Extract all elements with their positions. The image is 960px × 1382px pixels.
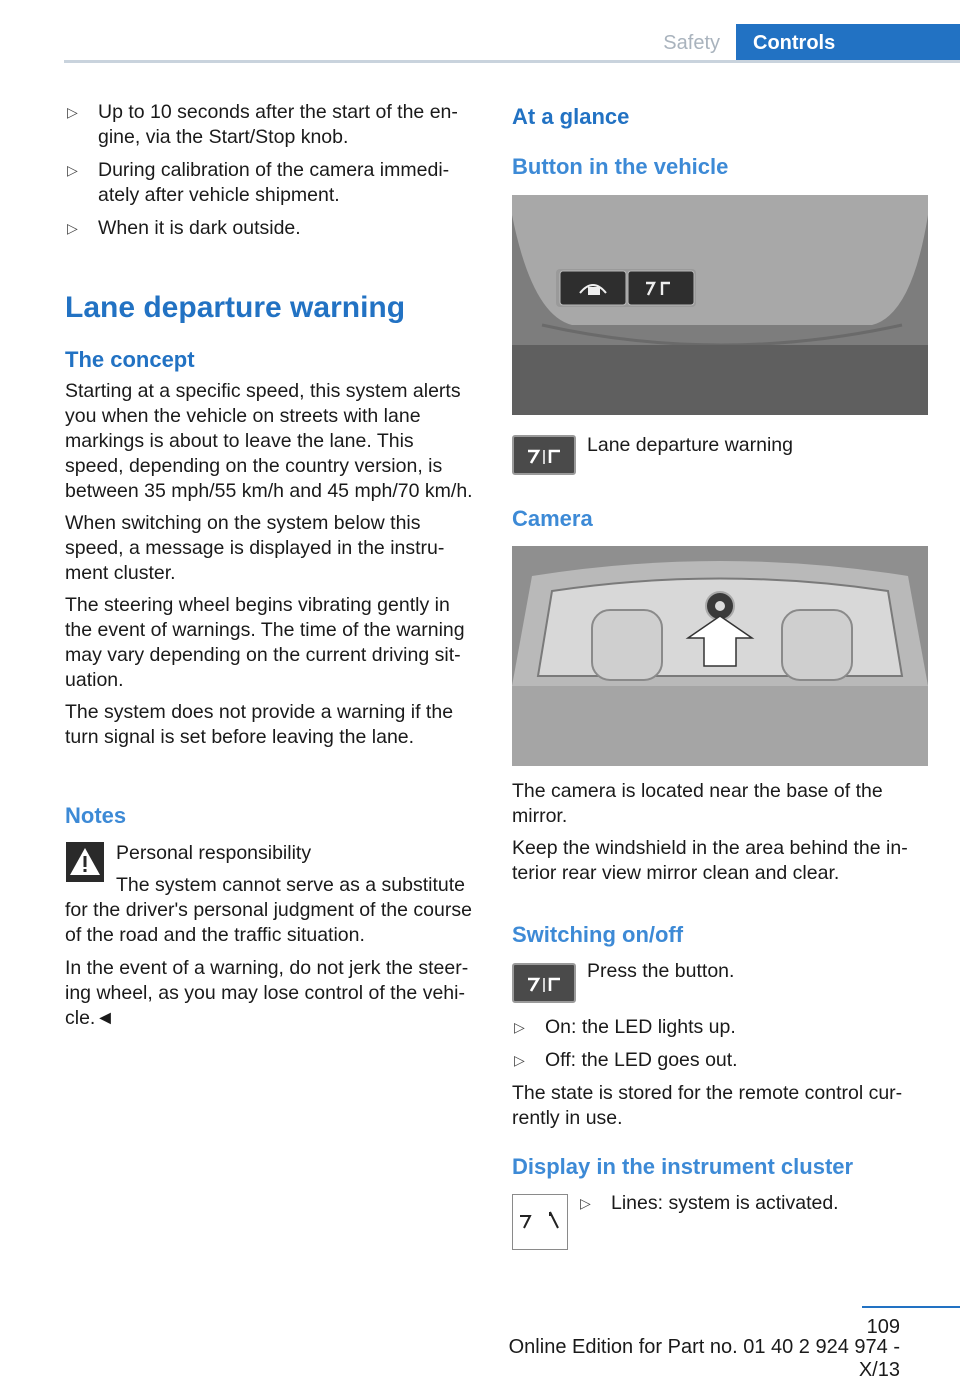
paragraph: The system does not provide a warning if the turn signal is set before leaving the lane.	[65, 701, 454, 748]
camera-photo	[512, 546, 928, 766]
list-item	[512, 1048, 930, 1073]
list-item	[65, 100, 477, 150]
footer-divider	[862, 1306, 960, 1308]
list-item-text: Lines: system is activated.	[611, 1192, 839, 1214]
edition-text: Online Edition for Part no. 01 40 2 924 974 - X/13	[508, 1336, 900, 1381]
paragraph: Starting at a specific speed, this system alerts you when the vehicle on streets with lane markings is about to leave the lane. This speed, depending on the country version, is between 35 mph/55 km/h and 45 mph/70 km/h.	[65, 380, 473, 502]
section-title: Lane departure warning	[65, 291, 406, 324]
camera-illustration	[512, 546, 928, 766]
left-column	[65, 100, 477, 249]
state-text: The state is stored for the remote control cur-rently in use.	[512, 1082, 903, 1129]
tab-safety[interactable]: Safety	[663, 32, 720, 54]
triangle-bullet-icon: ▷	[67, 104, 78, 120]
display-list	[578, 1191, 928, 1224]
triangle-bullet-icon: ▷	[580, 1195, 591, 1211]
button-heading: Button in the vehicle	[512, 154, 729, 179]
list-item	[65, 216, 477, 241]
warning-text-2: In the event of a warning, do not jerk the steer-ing wheel, as you may lose control of the vehi-cle.◄	[65, 957, 469, 1029]
tab-controls[interactable]: Controls	[736, 24, 960, 62]
switch-list	[512, 1015, 930, 1138]
switch-heading: Switching on/off	[512, 922, 684, 947]
warning-text: The system cannot serve as a substitute for the driver's personal judgment of the course of the road and the traffic situation.	[65, 874, 472, 946]
triangle-bullet-icon: ▷	[67, 162, 78, 178]
list-item	[65, 158, 477, 208]
paragraph: The steering wheel begins vibrating gently in the event of warnings. The time of the warning may vary depending on the current driving sit-uation.	[65, 594, 465, 691]
concept-heading: The concept	[65, 347, 195, 372]
paragraph: Keep the windshield in the area behind the in-terior rear view mirror clean and clear.	[512, 837, 908, 884]
list-item-text: Off: the LED goes out.	[545, 1049, 738, 1071]
display-heading: Display in the instrument cluster	[512, 1154, 854, 1179]
header-divider	[64, 60, 960, 63]
lane-lines-cluster-icon	[512, 1194, 568, 1250]
paragraph: When switching on the system below this speed, a message is displayed in the instru-ment cluster.	[65, 512, 445, 584]
switch-text: Press the button.	[587, 960, 735, 982]
list-item	[578, 1191, 928, 1216]
notes-heading: Notes	[65, 803, 127, 828]
vehicle-button-illustration	[512, 195, 928, 415]
at-a-glance-heading: At a glance	[512, 104, 630, 129]
triangle-bullet-icon: ▷	[514, 1052, 525, 1068]
concept-body	[65, 379, 477, 757]
list-item-text: During calibration of the camera immedi-ately after vehicle shipment.	[98, 159, 450, 206]
paragraph: The camera is located near the base of the mirror.	[512, 780, 883, 827]
list-item-text: Up to 10 seconds after the start of the en-gine, via the Start/Stop knob.	[98, 101, 458, 148]
warning-title: Personal responsibility	[116, 842, 312, 864]
lane-departure-button-icon	[512, 963, 576, 1003]
camera-body	[512, 779, 930, 893]
lane-departure-button-icon	[512, 435, 576, 475]
list-item	[512, 1015, 930, 1040]
vehicle-button-photo	[512, 195, 928, 415]
triangle-bullet-icon: ▷	[67, 220, 78, 236]
list-item-text: On: the LED lights up.	[545, 1016, 736, 1038]
page-number: 109	[866, 1316, 900, 1338]
button-label: Lane departure warning	[587, 434, 793, 456]
list-item-text: When it is dark outside.	[98, 217, 301, 239]
camera-heading: Camera	[512, 506, 593, 531]
triangle-bullet-icon: ▷	[514, 1019, 525, 1035]
